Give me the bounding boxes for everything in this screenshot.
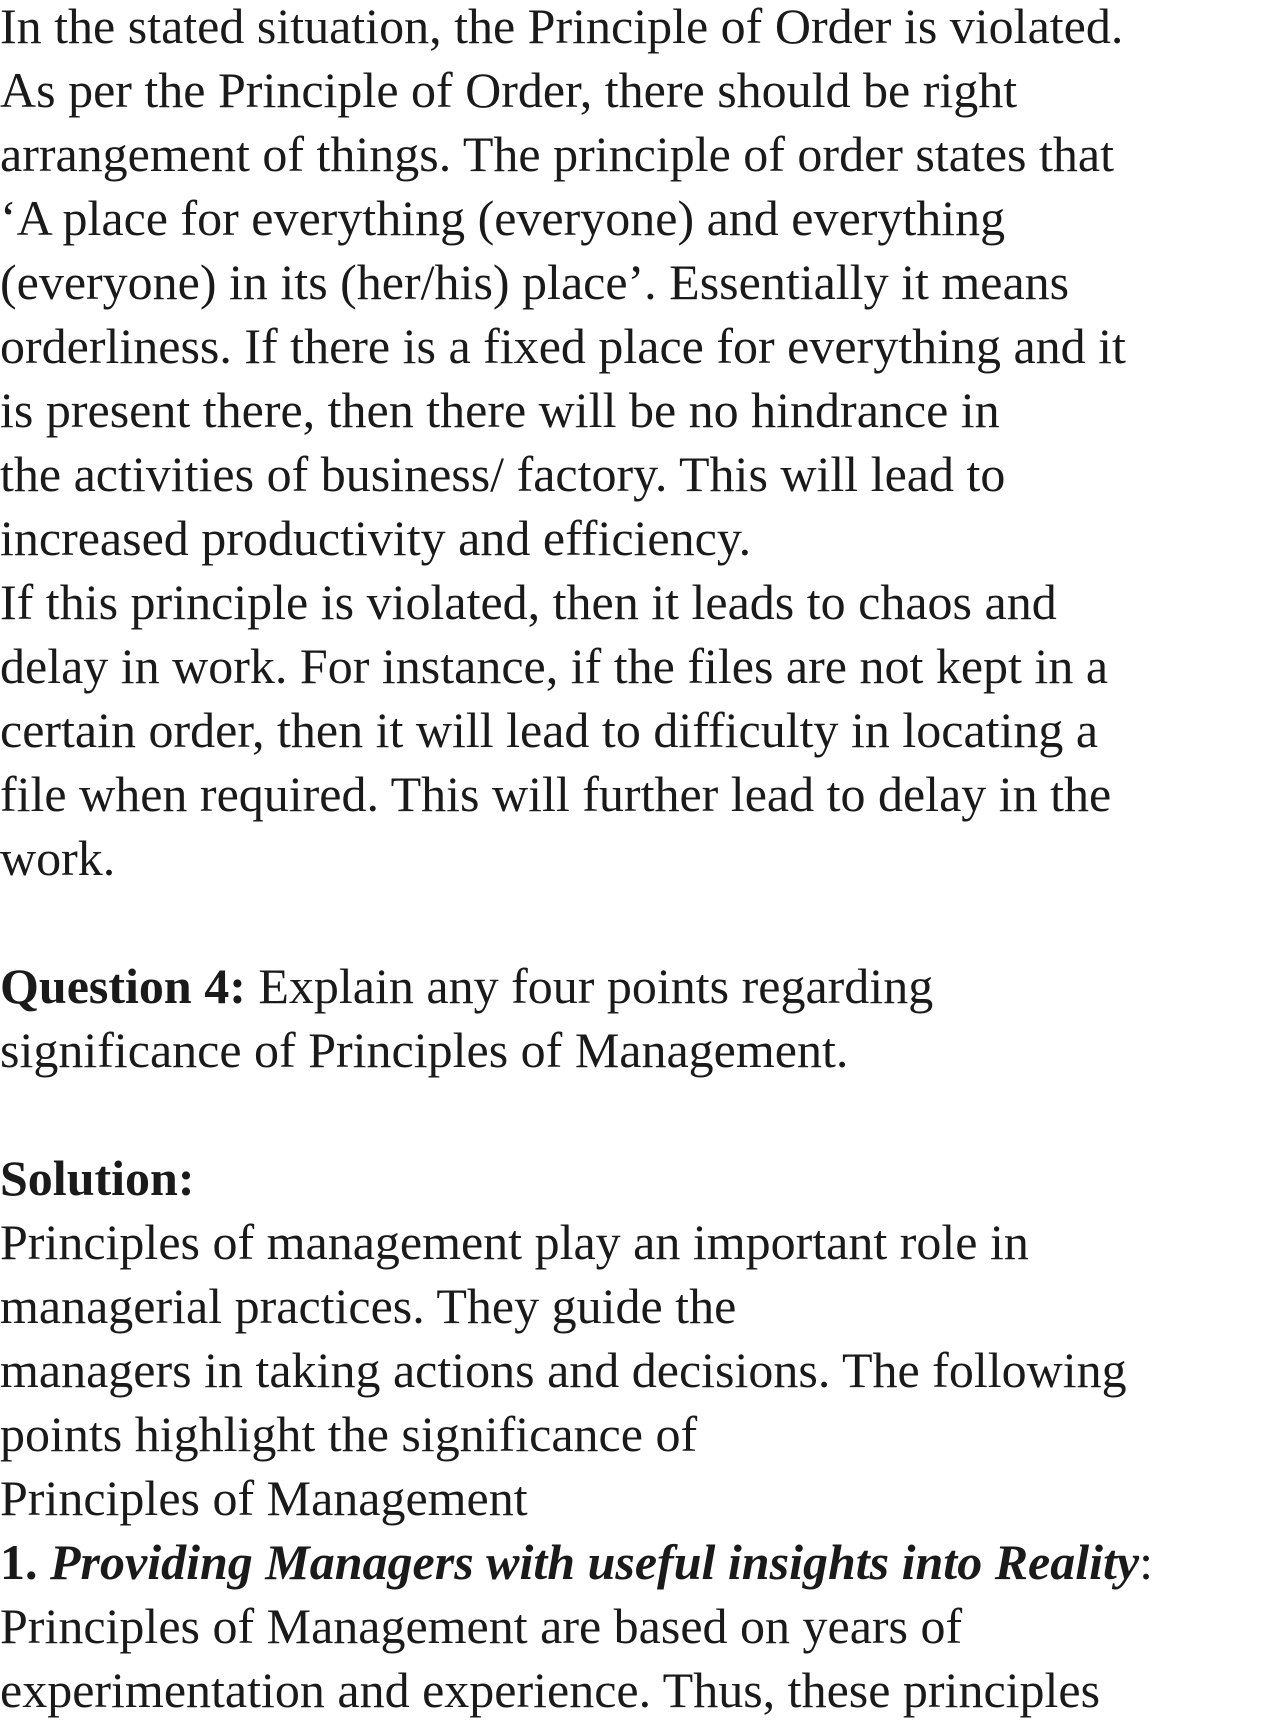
- text-line: Principles of Management: [0, 1470, 528, 1526]
- text-line: increased productivity and efficiency.: [0, 510, 752, 566]
- question-block: [0, 954, 1275, 1082]
- text-line: is present there, then there will be no hindrance in: [0, 382, 1000, 438]
- text-line: experimentation and experience. Thus, these principles: [0, 1662, 1101, 1718]
- text-line: file when required. This will further lead to delay in the: [0, 766, 1112, 822]
- text-line: work.: [0, 830, 116, 886]
- point-number: 1.: [0, 1534, 50, 1590]
- text-line: As per the Principle of Order, there should be right: [0, 62, 1018, 118]
- blank-line: [0, 890, 1275, 954]
- solution-block: [0, 1146, 1275, 1530]
- text-line: points highlight the significance of: [0, 1406, 698, 1462]
- solution-heading: Solution:: [0, 1150, 195, 1206]
- text-line: If this principle is violated, then it leads to chaos and: [0, 574, 1057, 630]
- text-line: the activities of business/ factory. This will lead to: [0, 446, 1006, 502]
- question-line: [0, 954, 1275, 1018]
- text-line: Principles of management play an important role in: [0, 1214, 1029, 1270]
- text-line: Principles of Management are based on years of: [0, 1598, 963, 1654]
- point-heading: [0, 1530, 1275, 1594]
- question-text: Explain any four points regarding: [245, 958, 934, 1014]
- text-line: (everyone) in its (her/his) place’. Essentially it means: [0, 254, 1070, 310]
- text-line: certain order, then it will lead to difficulty in locating a: [0, 702, 1099, 758]
- text-line: arrangement of things. The principle of order states that: [0, 126, 1114, 182]
- paragraph-principle-of-order: [0, 0, 1275, 570]
- text-line: orderliness. If there is a fixed place for everything and it: [0, 318, 1126, 374]
- point-suffix: :: [1139, 1534, 1154, 1590]
- text-line: delay in work. For instance, if the files are not kept in a: [0, 638, 1109, 694]
- point-title: Providing Managers with useful insights into Reality: [50, 1534, 1140, 1590]
- point-1-block: [0, 1530, 1275, 1722]
- text-line: managers in taking actions and decisions. The following: [0, 1342, 1127, 1398]
- paragraph-violation-consequences: [0, 570, 1275, 890]
- text-line: managerial practices. They guide the: [0, 1278, 737, 1334]
- question-label: Question 4:: [0, 958, 246, 1014]
- blank-line: [0, 1082, 1275, 1146]
- question-line: significance of Principles of Management.: [0, 1022, 849, 1078]
- text-line: In the stated situation, the Principle of Order is violated.: [0, 0, 1124, 54]
- text-line: ‘A place for everything (everyone) and everything: [0, 190, 1006, 246]
